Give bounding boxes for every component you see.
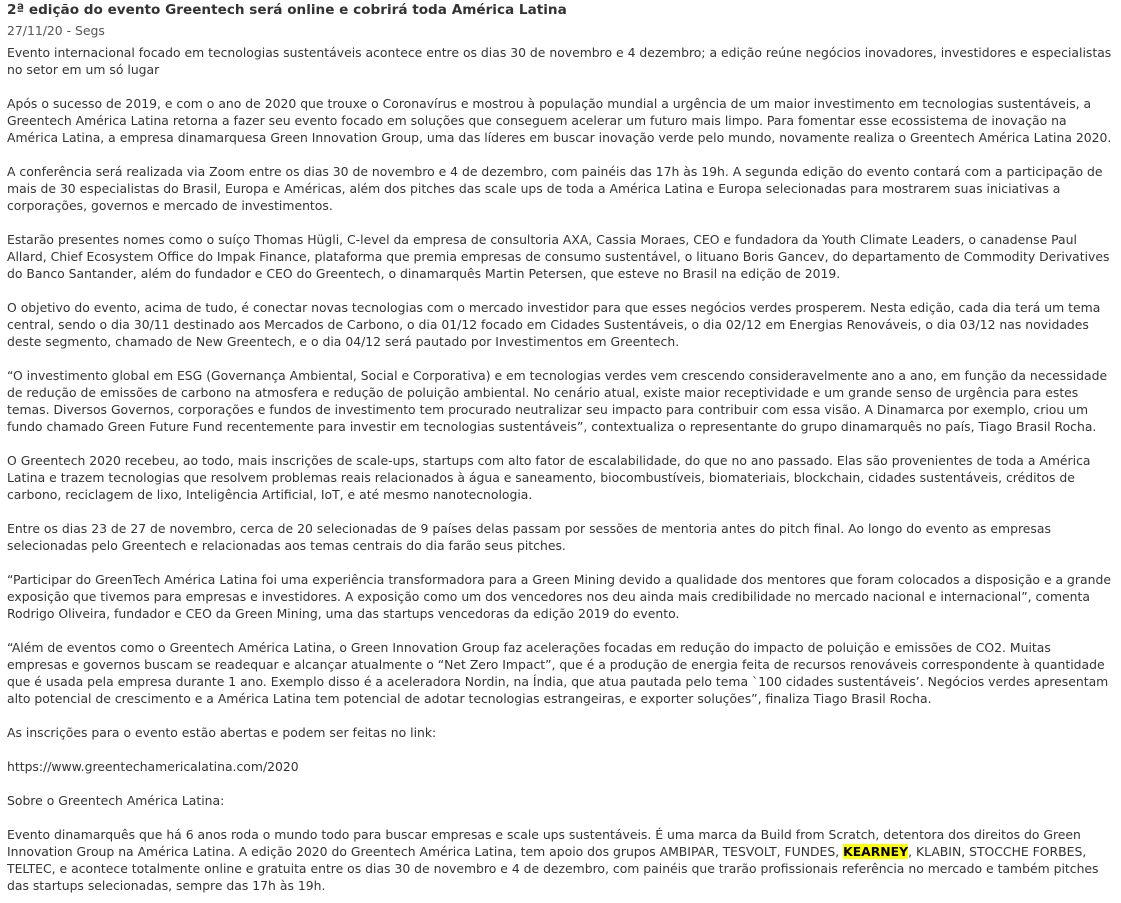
article-paragraph: O Greentech 2020 recebeu, ao todo, mais inscrições de scale-ups, startups com alto fator de escalabilidade, do que no ano passado. Elas são provenientes de toda a América Latina e trazem tecnologias que resolvem problemas reais relacionados à água e saneamento, biocombustíveis, biomateriais, blockchain, cidades sustentáveis, créditos de carbono, reciclagem de lixo, Inteligência Artificial, IoT, e até mesmo nanotecnologia. [7,453,1091,502]
article-lead: Evento internacional focado em tecnologias sustentáveis acontece entre os dias 30 de novembro e 4 dezembro; a edição reúne negócios inovadores, investidores e especialistas no setor em um só lugar [7,45,1112,77]
article-paragraph: Entre os dias 23 de 27 de novembro, cerca de 20 selecionadas de 9 países delas passam por sessões de mentoria antes do pitch final. Ao longo do evento as empresas selecionadas pelo Greentech e relacionadas aos temas centrais do dia farão seus pitches. [7,521,1051,553]
article-date: 27/11/20 - Segs [7,23,105,38]
article-title: 2ª edição do evento Greentech será online e cobrirá toda América Latina [7,2,567,18]
about-heading: Sobre o Greentech América Latina: [7,793,225,808]
article-paragraph: O objetivo do evento, acima de tudo, é conectar novas tecnologias com o mercado investidor para que esses negócios verdes prosperem. Nesta edição, cada dia terá um tema central, sendo o dia 30/11 destinado aos Mercados de Carbono, o dia 01/12 focado em Cidades Sustentáveis, o dia 02/12 em Energias Renováveis, o dia 03/12 nas novidades deste segmento, chamado de New Greentech, e o dia 04/12 será pautado por Investimentos em Greentech. [7,300,1101,349]
article-paragraph: “Participar do GreenTech América Latina foi uma experiência transformadora para a Green Mining devido a qualidade dos mentores que foram colocados a disposição e a grande exposição que tivemos para empresas e investidores. A exposição como um dos vencedores nos deu ainda mais credibilidade no mercado nacional e internacional”, comenta Rodrigo Oliveira, fundador e CEO da Green Mining, uma das startups vencedoras da edição 2019 do evento. [7,572,1111,621]
article-paragraph: “Além de eventos como o Greentech América Latina, o Green Innovation Group faz acelerações focadas em redução do impacto de poluição e emissões de CO2. Muitas empresas e governos buscam se readequar e alcançar atualmente o “Net Zero Impact”, que é a produção de energia feita de recursos renováveis correspondente à quantidade que é usada pela empresa durante 1 ano. Exemplo disso é a aceleradora Nordin, na Índia, que atua pautada pelo tema `100 cidades sustentáveis’. Negócios verdes apresentam alto potencial de crescimento e a América Latina tem potencial de adotar tecnologias estrangeiras, e exporter soluções”, finaliza Tiago Brasil Rocha. [7,640,1109,706]
about-text-before: Evento dinamarquês que há 6 anos roda o mundo todo para buscar empresas e scale ups sustentáveis. É uma marca da Build from Scratch, detentora dos direitos do Green Innovation Group na América Latina. A edição 2020 do Greentech América Latina, tem apoio dos grupos AMBIPAR, TESVOLT, FUNDES, [7,827,1081,859]
about-paragraph [7,826,1114,894]
article-paragraph: As inscrições para o evento estão abertas e podem ser feitas no link: [7,725,437,740]
article-paragraph: A conferência será realizada via Zoom entre os dias 30 de novembro e 4 de dezembro, com painéis das 17h às 19h. A segunda edição do evento contará com a participação de mais de 30 especialistas do Brasil, Europa e Américas, além dos pitches das scale ups de toda a América Latina e Europa selecionadas para mostrarem suas iniciativas a corporações, governos e mercado de investimentos. [7,164,1103,213]
article-paragraph: Após o sucesso de 2019, e com o ano de 2020 que trouxe o Coronavírus e mostrou à população mundial a urgência de um maior investimento em tecnologias sustentáveis, a Greentech América Latina retorna a fazer seu evento focado em soluções que conseguem acelerar um futuro mais limpo. Para fomentar esse ecossistema de inovação na América Latina, a empresa dinamarquesa Green Innovation Group, uma das líderes em buscar inovação verde pelo mundo, novamente realiza o Greentech América Latina 2020. [7,96,1112,145]
article-paragraph: “O investimento global em ESG (Governança Ambiental, Social e Corporativa) e em tecnologias verdes vem crescendo consideravelmente ano a ano, em função da necessidade de redução de emissões de carbono na atmosfera e redução de poluição ambiental. No cenário atual, existe maior receptividade e um grande senso de urgência para estes temas. Diversos Governos, corporações e fundos de investimento tem procurado neutralizar seu impacto para contribuir com essa visão. A Dinamarca por exemplo, criou um fundo chamado Green Future Fund recentemente para investir em tecnologias sustentáveis”, contextualiza o representante do grupo dinamarquês no país, Tiago Brasil Rocha. [7,368,1108,434]
registration-link[interactable]: https://www.greentechamericalatina.com/2020 [7,759,299,774]
about-text-after: , KLABIN, STOCCHE FORBES, TELTEC, e acontece totalmente online e gratuita entre os dias 30 de novembro e 4 de dezembro, com painéis que trarão profissionais referência no mercado e também pitches das startups selecionadas, sempre das 17h às 19h. [7,844,1099,893]
highlighted-sponsor: KEARNEY [843,844,909,859]
article-paragraph: Estarão presentes nomes como o suíço Thomas Hügli, C-level da empresa de consultoria AXA, Cassia Moraes, CEO e fundadora da Youth Climate Leaders, o canadense Paul Allard, Chief Ecosystem Office do Impak Finance, plataforma que premia empresas de consumo sustentável, o lituano Boris Gancev, do departamento de Commodity Derivatives do Banco Santander, além do fundador e CEO do Greentech, o dinamarquês Martin Petersen, que esteve no Brasil na edição de 2019. [7,232,1110,281]
